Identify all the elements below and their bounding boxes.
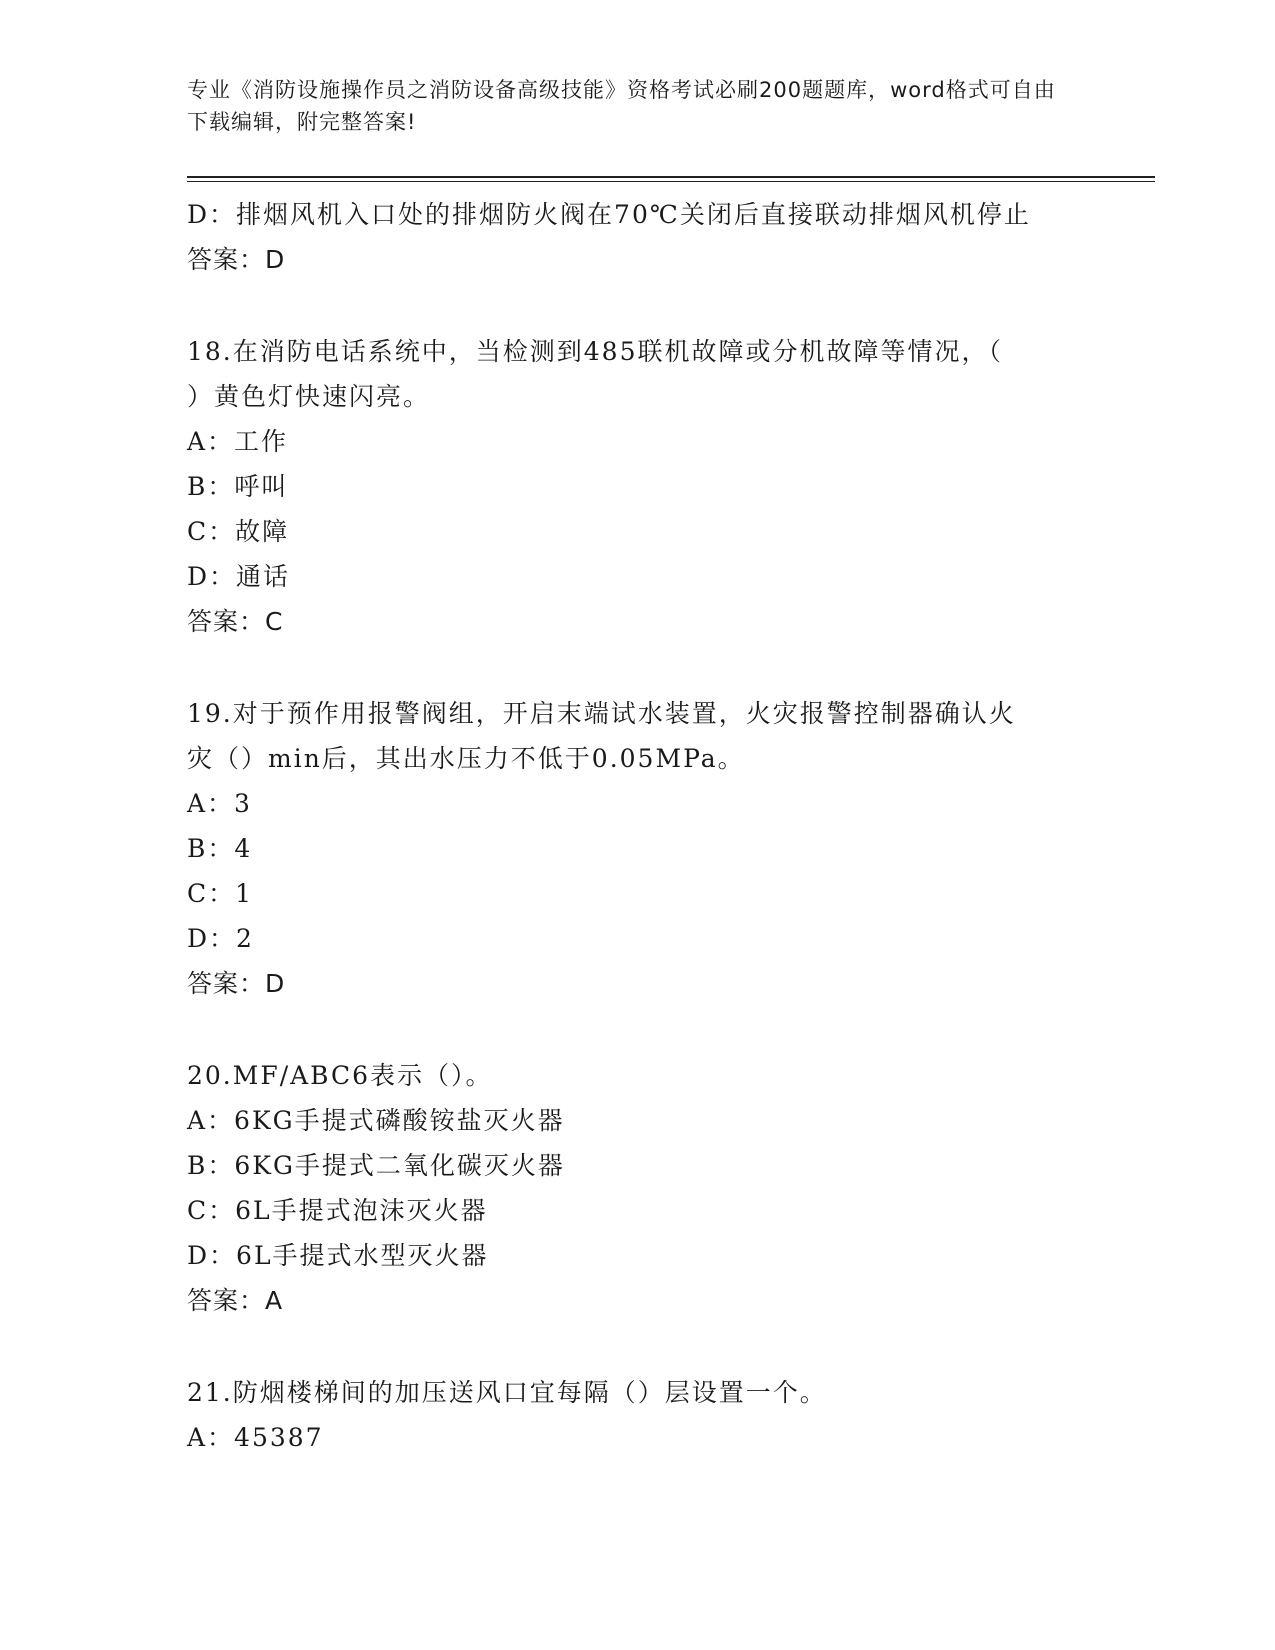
q19-stem-line1: 19.对于预作用报警阀组，开启末端试水装置，火灾报警控制器确认火 [187,699,1016,728]
q18-option-d: D：通话 [187,562,291,591]
q20-option-b: B：6KG手提式二氧化碳灭火器 [187,1151,565,1180]
q19-answer: 答案：D [187,969,286,998]
q19-option-b: B：4 [187,834,253,863]
header-rule-thin [187,181,1155,182]
q20-stem: 20.MF/ABC6表示（）。 [187,1061,493,1090]
q18-answer: 答案：C [187,607,284,636]
q18-stem-line1: 18.在消防电话系统中，当检测到485联机故障或分机故障等情况，（ [187,337,1003,366]
q18-stem-line2: ）黄色灯快速闪亮。 [187,382,431,411]
question-list [187,192,1087,1460]
q20-option-d: D：6L手提式水型灭火器 [187,1241,489,1270]
q17-option-d: D：排烟风机入口处的排烟防火阀在70℃关闭后直接联动排烟风机停止 [187,200,1031,229]
q18-option-b: B：呼叫 [187,472,289,501]
q21-option-a: A：45387 [187,1423,324,1452]
q19-option-d: D：2 [187,924,254,953]
q18-option-c: C：故障 [187,517,290,546]
q19-option-c: C：1 [187,879,254,908]
q20-option-a: A：6KG手提式磷酸铵盐灭火器 [187,1106,565,1135]
q21-stem: 21.防烟楼梯间的加压送风口宜每隔（）层设置一个。 [187,1378,827,1407]
document-header: 专业《消防设施操作员之消防设备高级技能》资格考试必刷200题题库，word格式可自由下载编辑，附完整答案! [187,78,1056,134]
q19-stem-line2: 灾（）min后，其出水压力不低于0.05MPa。 [187,744,745,773]
q17-answer: 答案：D [187,245,286,274]
q18-option-a: A：工作 [187,427,289,456]
header-rule [187,176,1155,178]
q20-answer: 答案：A [187,1286,284,1315]
q19-option-a: A：3 [187,789,252,818]
q20-option-c: C：6L手提式泡沫灭火器 [187,1196,488,1225]
